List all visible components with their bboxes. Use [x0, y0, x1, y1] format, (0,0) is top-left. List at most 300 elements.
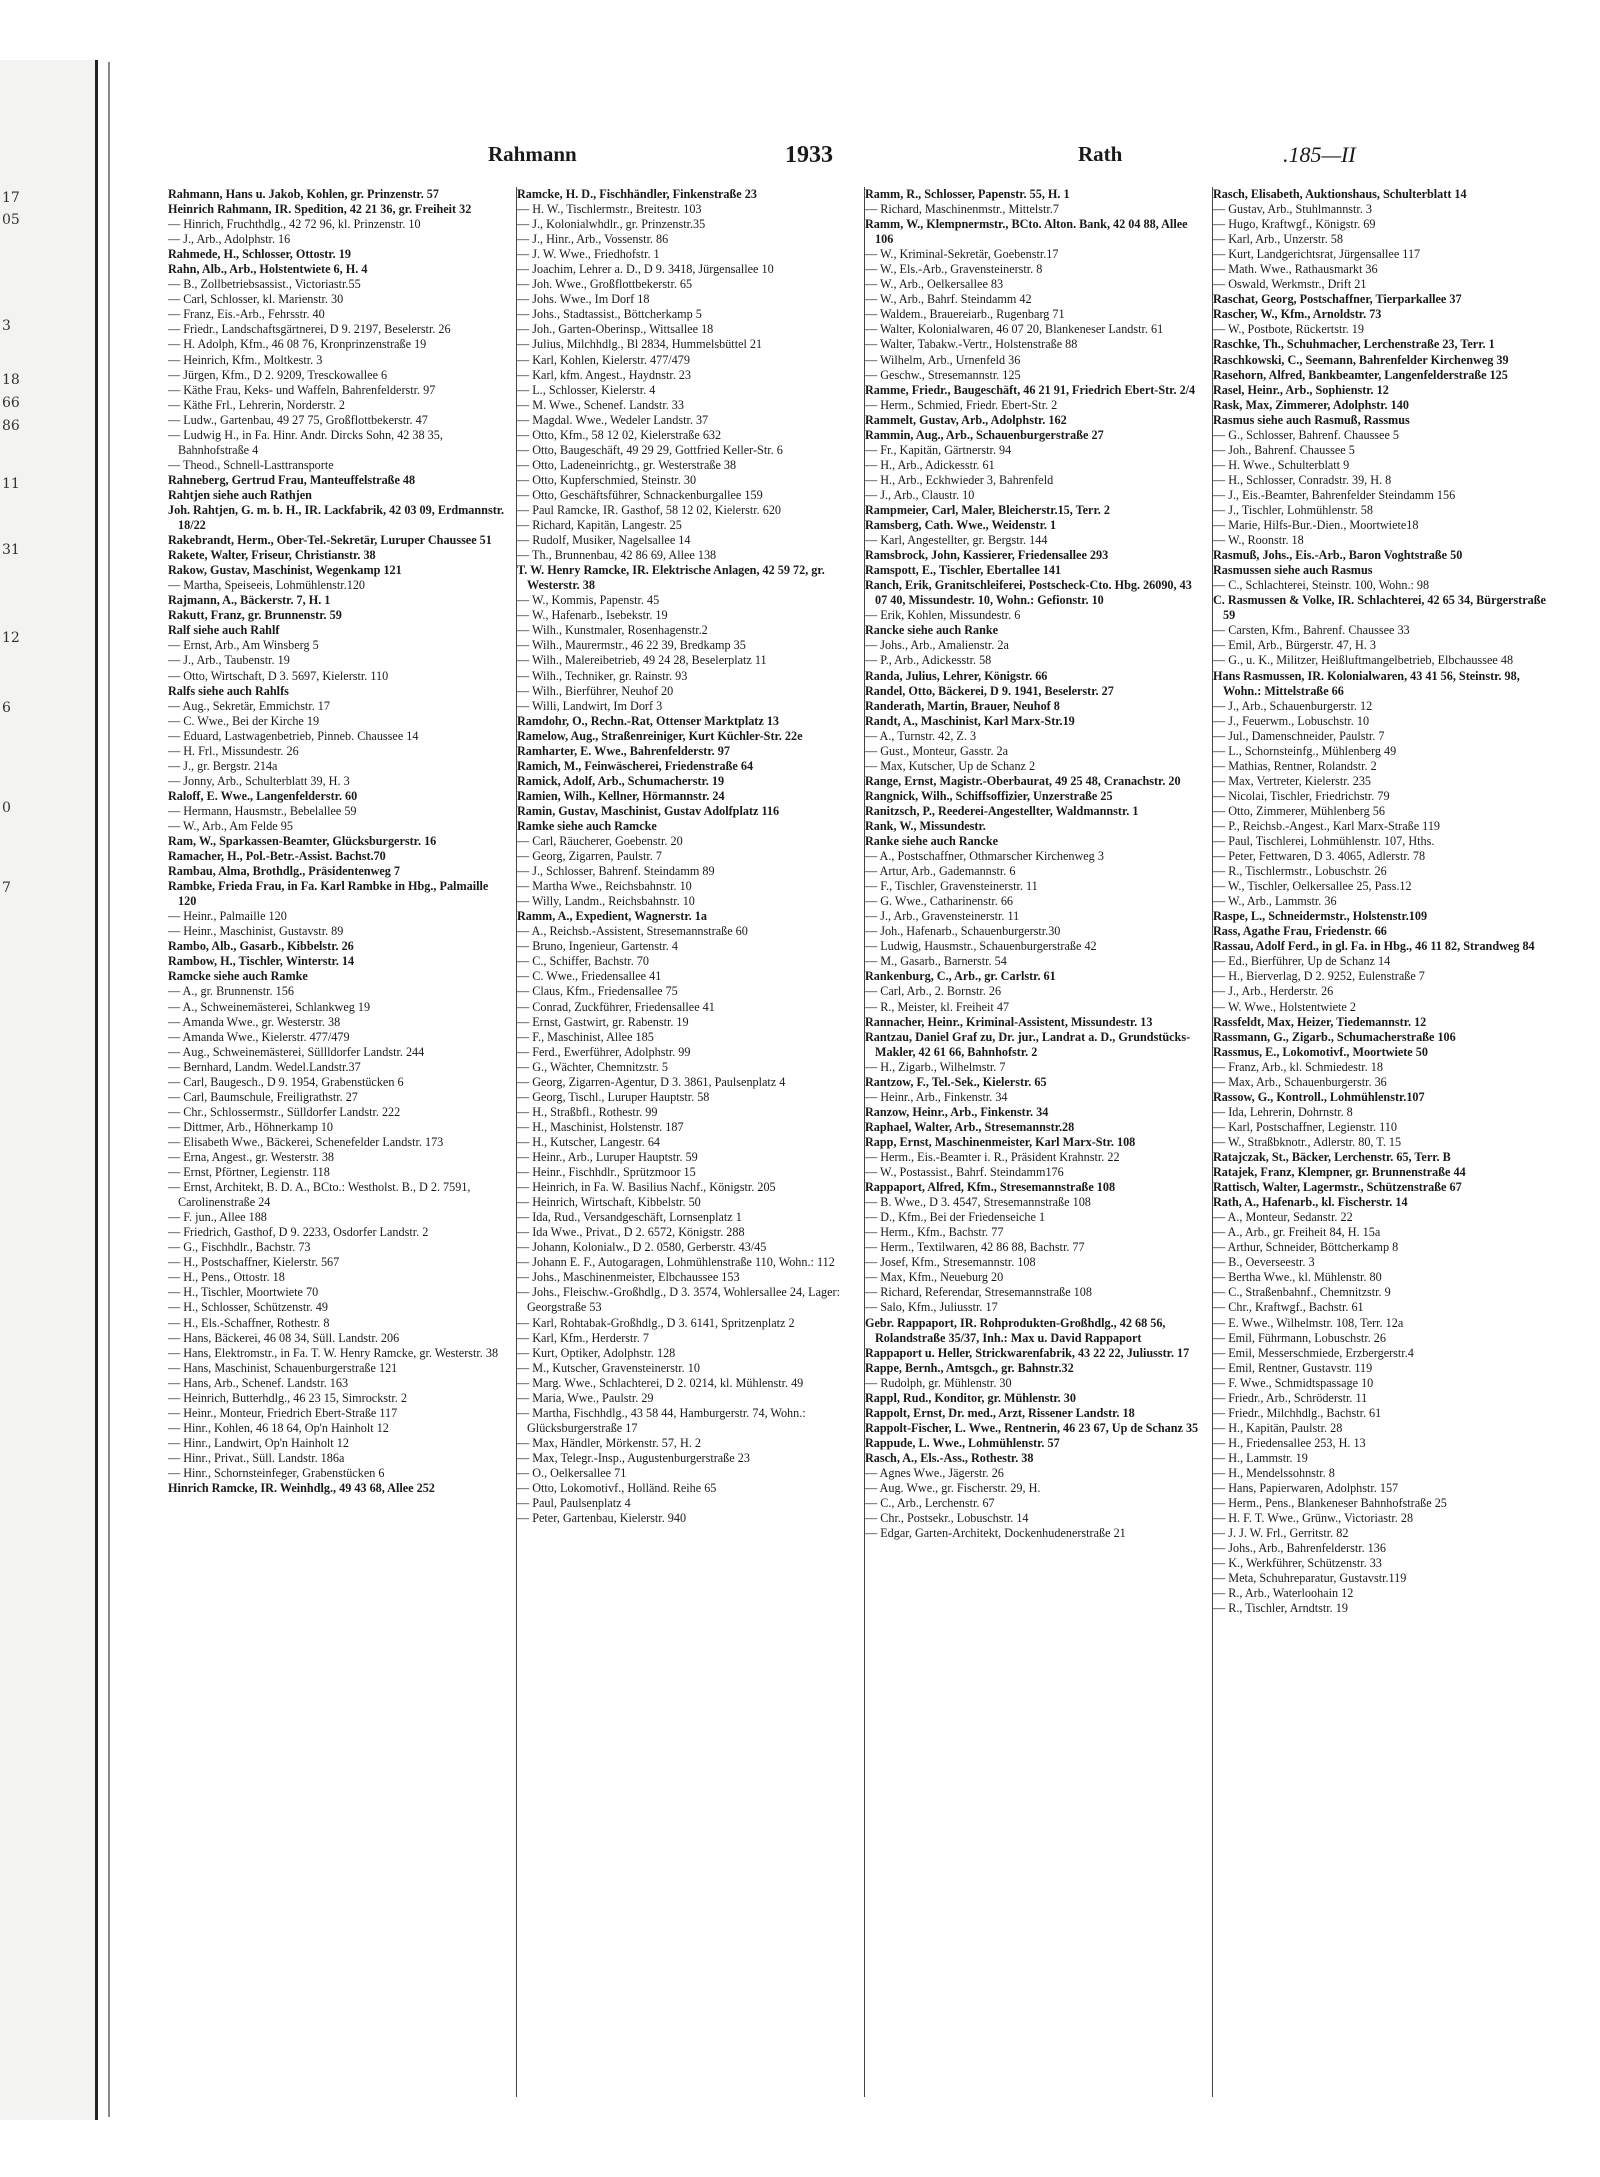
directory-entry: — Ludwig H., in Fa. Hinr. Andr. Dircks Sohn, 42 38 35, Bahnhofstraße 4 [168, 427, 443, 457]
directory-entry: Rambke, Frieda Frau, in Fa. Karl Rambke in Hbg., Palmaille 120 [168, 879, 489, 909]
directory-entry: Rantzau, Daniel Graf zu, Dr. jur., Landrat a. D., Grundstücks-Makler, 42 61 66, Bahnhofstr. 2 [865, 1029, 1191, 1059]
directory-entry: — Karl, Kohlen, Kielerstr. 477/479 [517, 352, 690, 367]
directory-entry: — J., Arb., Adolphstr. 16 [168, 232, 291, 247]
directory-entry: — G., Fischhdlr., Bachstr. 73 [168, 1240, 311, 1255]
directory-entry: Rannacher, Heinr., Kriminal-Assistent, Missundestr. 13 [865, 1014, 1153, 1029]
directory-entry: — R., Arb., Waterloohain 12 [1213, 1586, 1354, 1601]
directory-entry: — J. W. Wwe., Friedhofstr. 1 [517, 247, 660, 262]
directory-entry: — Carl, Schlosser, kl. Marienstr. 30 [168, 292, 344, 307]
directory-entry: — H. Adolph, Kfm., 46 08 76, Kronprinzenstraße 19 [168, 337, 427, 352]
directory-entry: — H., Arb., Eckhwieder 3, Bahrenfeld [865, 472, 1054, 487]
directory-entry: — M., Gasarb., Barnerstr. 54 [865, 954, 1007, 969]
directory-entry: — C. Wwe., Friedensallee 41 [517, 969, 662, 984]
header-first-name: Rahmann [488, 142, 577, 166]
directory-entry: — Richard, Referendar, Stresemannstraße 108 [865, 1285, 1092, 1300]
directory-entry: Rappolt-Fischer, L. Wwe., Rentnerin, 46 23 67, Up de Schanz 35 [865, 1420, 1199, 1435]
directory-entry: — Karl, Postschaffner, Legienstr. 110 [1213, 1119, 1397, 1134]
directory-entry: — W., Arb., Bahrf. Steindamm 42 [865, 292, 1032, 307]
directory-entry: — Kurt, Landgerichtsrat, Jürgensallee 117 [1213, 247, 1421, 262]
directory-entry: Rahtjen siehe auch Rathjen [168, 487, 312, 502]
directory-entry: — W., Straßbknotr., Adlerstr. 80, T. 15 [1213, 1134, 1402, 1149]
directory-entry: Rangnick, Wilh., Schiffsoffizier, Unzerstraße 25 [865, 788, 1113, 803]
directory-entry: — Aug., Sekretär, Emmichstr. 17 [168, 698, 330, 713]
directory-entry: — Friedr., Landschaftsgärtnerei, D 9. 2197, Beselerstr. 26 [168, 322, 451, 337]
directory-entry: Range, Ernst, Magistr.-Oberbaurat, 49 25 48, Cranachstr. 20 [865, 773, 1181, 788]
directory-entry: — G., u. K., Militzer, Heißluftmangelbetrieb, Elbchaussee 48 [1213, 653, 1514, 668]
directory-entry: — Nicolai, Tischler, Friedrichstr. 79 [1213, 788, 1390, 803]
directory-entry: — C., Straßenbahnf., Chemnitzstr. 9 [1213, 1285, 1391, 1300]
directory-entry: Ratajek, Franz, Klempner, gr. Brunnenstraße 44 [1213, 1165, 1466, 1180]
directory-entry: — Johs., Maschinenmeister, Elbchaussee 153 [517, 1270, 740, 1285]
directory-entry: — H., Postschaffner, Kielerstr. 567 [168, 1255, 340, 1270]
directory-entry: — Gustav, Arb., Stuhlmannstr. 3 [1213, 202, 1373, 217]
directory-entry: — J., Arb., Claustr. 10 [865, 487, 975, 502]
directory-entry: — Peter, Fettwaren, D 3. 4065, Adlerstr. 78 [1213, 849, 1426, 864]
directory-entry: — Rudolf, Musiker, Nagelsallee 14 [517, 533, 691, 548]
directory-entry: Raschkowski, C., Seemann, Bahrenfelder Kirchenweg 39 [1213, 352, 1509, 367]
directory-entry: — Magdal. Wwe., Wedeler Landstr. 37 [517, 412, 709, 427]
directory-entry: — Max, Kutscher, Up de Schanz 2 [865, 758, 1036, 773]
directory-entry: — Karl, Rohtabak-Großhdlg., D 3. 6141, Spritzenplatz 2 [517, 1315, 795, 1330]
directory-entry: Randel, Otto, Bäckerei, D 9. 1941, Beselerstr. 27 [865, 683, 1114, 698]
directory-entry: — J., Kolonialwhdlr., gr. Prinzenstr.35 [517, 217, 706, 232]
directory-entry: — Herm., Eis.-Beamter i. R., Präsident Krahnstr. 22 [865, 1150, 1120, 1164]
directory-entry: — H. Wwe., Schulterblatt 9 [1213, 457, 1350, 472]
directory-entry: — Wilh., Maurermstr., 46 22 39, Bredkamp 35 [517, 638, 746, 653]
directory-entry: — Bruno, Ingenieur, Gartenstr. 4 [517, 939, 678, 954]
directory-entry: — Franz, Arb., kl. Schmiedestr. 18 [1213, 1059, 1383, 1074]
directory-entry: Ramick, Adolf, Arb., Schumacherstr. 19 [517, 773, 725, 788]
directory-entry: — Meta, Schuhreparatur, Gustavstr.119 [1213, 1571, 1407, 1586]
directory-entry: Ramme, Friedr., Baugeschäft, 46 21 91, Friedrich Ebert-Str. 2/4 [865, 382, 1196, 397]
directory-entry: Ramm, A., Expedient, Wagnerstr. 1a [517, 909, 707, 924]
directory-entry: — Math. Wwe., Rathausmarkt 36 [1213, 262, 1378, 277]
directory-entry: — Otto, Baugeschäft, 49 29 29, Gottfried Keller-Str. 6 [517, 442, 783, 457]
directory-entry: Ranke siehe auch Rancke [865, 834, 999, 849]
directory-entry: — Hugo, Kraftwgf., Königstr. 69 [1213, 217, 1376, 232]
directory-entry: — Wilh., Kunstmaler, Rosenhagenstr.2 [517, 623, 708, 638]
directory-entry: — Emil, Führmann, Lobuschstr. 26 [1213, 1330, 1386, 1345]
directory-entry: — R., Tischler, Arndtstr. 19 [1213, 1601, 1348, 1616]
directory-entry: Rassmann, G., Zigarb., Schumacherstraße 106 [1213, 1029, 1456, 1044]
directory-entry: Rambau, Alma, Brothdlg., Präsidentenweg 7 [168, 864, 401, 879]
directory-entry: Rask, Max, Zimmerer, Adolphstr. 140 [1213, 397, 1409, 412]
directory-entry: Ram, W., Sparkassen-Beamter, Glücksburgerstr. 16 [168, 834, 437, 849]
directory-entry: — Ludwig, Hausmstr., Schauenburgerstraße 42 [865, 939, 1097, 954]
directory-entry: — B., Oeverseestr. 3 [1213, 1255, 1315, 1270]
directory-entry: — M. Wwe., Schenef. Landstr. 33 [517, 397, 684, 412]
directory-entry: — G. Wwe., Catharinenstr. 66 [865, 894, 1014, 909]
directory-entry: — Ferd., Ewerführer, Adolphstr. 99 [517, 1044, 691, 1059]
directory-entry: — Julius, Milchhdlg., Bl 2834, Hummelsbüttel 21 [517, 337, 763, 352]
directory-entry: — Ernst, Arb., Am Winsberg 5 [168, 638, 319, 653]
directory-entry: — Herm., Schmied, Friedr. Ebert-Str. 2 [865, 397, 1058, 412]
directory-entry: — Agnes Wwe., Jägerstr. 26 [865, 1465, 1004, 1480]
directory-entry: — H. F. T. Wwe., Grünw., Victoriastr. 28 [1213, 1511, 1414, 1526]
directory-entry: — Herm., Textilwaren, 42 86 88, Bachstr. 77 [865, 1240, 1085, 1255]
directory-entry: — Otto, Kfm., 58 12 02, Kielerstraße 632 [517, 427, 722, 442]
directory-entry: — Ludw., Gartenbau, 49 27 75, Großflottbekerstr. 47 [168, 412, 428, 427]
directory-entry: Hans Rasmussen, IR. Kolonialwaren, 43 41 56, Steinstr. 98, Wohn.: Mittelstraße 66 [1213, 668, 1520, 698]
directory-entry: — Chr., Postsekr., Lobuschstr. 14 [865, 1511, 1029, 1526]
directory-entry: — W., Arb., Lammstr. 36 [1213, 894, 1337, 909]
directory-entry: — Fr., Kapitän, Gärtnerstr. 94 [865, 442, 1012, 457]
directory-entry: — Hinr., Schornsteinfeger, Grabenstücken 6 [168, 1465, 385, 1480]
directory-entry: T. W. Henry Ramcke, IR. Elektrische Anlagen, 42 59 72, gr. Westerstr. 38 [517, 563, 825, 593]
directory-entry: Ramsberg, Cath. Wwe., Weidenstr. 1 [865, 518, 1057, 533]
header-page-number: .185—II [1283, 142, 1356, 167]
directory-entry: — A., Postschaffner, Othmarscher Kirchenweg 3 [865, 849, 1104, 864]
directory-entry: — Martha, Speiseeis, Lohmühlenstr.120 [168, 578, 366, 593]
directory-entry: — W., Postbote, Rückertstr. 19 [1213, 322, 1364, 337]
directory-entry: Rattisch, Walter, Lagermstr., Schützenstraße 67 [1213, 1180, 1462, 1195]
margin-fragment: 86 [2, 418, 20, 434]
directory-entry: — Carl, Baumschule, Freiligrathstr. 27 [168, 1089, 358, 1104]
directory-entry: — Hermann, Hausmstr., Bebelallee 59 [168, 803, 357, 818]
directory-entry: Rambo, Alb., Gasarb., Kibbelstr. 26 [168, 939, 354, 954]
directory-entry: — Hinr., Privat., Süll. Landstr. 186a [168, 1450, 345, 1465]
directory-entry: Rasehorn, Alfred, Bankbeamter, Langenfelderstraße 125 [1213, 367, 1508, 382]
directory-entry: — F. jun., Allee 188 [168, 1210, 267, 1225]
directory-entry: — Otto, Wirtschaft, D 3. 5697, Kielerstr. 110 [168, 668, 389, 683]
directory-entry: — E. Wwe., Wilhelmstr. 108, Terr. 12a [1213, 1315, 1404, 1330]
directory-columns [168, 187, 1560, 2097]
directory-entry: Rappl, Rud., Konditor, gr. Mühlenstr. 30 [865, 1390, 1076, 1405]
directory-entry: — H., Zigarb., Wilhelmstr. 7 [865, 1059, 1006, 1074]
margin-fragment: 66 [2, 395, 20, 411]
directory-entry: — H., Arb., Adickesstr. 61 [865, 457, 995, 472]
directory-entry: — Josef, Kfm., Stresemannstr. 108 [865, 1255, 1036, 1270]
directory-entry: — Bernhard, Landm. Wedel.Landstr.37 [168, 1059, 361, 1074]
directory-entry: Rahmann, Hans u. Jakob, Kohlen, gr. Prinzenstr. 57 [168, 187, 439, 201]
directory-entry: — M., Kutscher, Gravensteinerstr. 10 [517, 1360, 700, 1375]
column-3 [864, 187, 1205, 2097]
directory-entry: — A., Turnstr. 42, Z. 3 [865, 728, 977, 743]
directory-entry: — Hans, Maschinist, Schauenburgerstraße 121 [168, 1360, 398, 1375]
directory-entry: — Walter, Tabakw.-Vertr., Holstenstraße 88 [865, 337, 1078, 352]
directory-entry: Ranzow, Heinr., Arb., Finkenstr. 34 [865, 1104, 1049, 1119]
directory-entry: — Heinrich, in Fa. W. Basilius Nachf., Königstr. 205 [517, 1180, 776, 1195]
directory-entry: Rancke siehe auch Ranke [865, 623, 999, 638]
directory-entry: — H., Friedensallee 253, H. 13 [1213, 1435, 1366, 1450]
margin-fragment: 0 [2, 800, 11, 816]
directory-entry: — Aug., Schweinemästerei, Süllldorfer Landstr. 244 [168, 1044, 425, 1059]
directory-entry: Rassmus, E., Lokomotivf., Moortwiete 50 [1213, 1044, 1428, 1059]
directory-entry: Rahmede, H., Schlosser, Ottostr. 19 [168, 247, 351, 262]
directory-entry: Rahneberg, Gertrud Frau, Manteuffelstraße 48 [168, 472, 416, 487]
directory-entry: Raspe, L., Schneidermstr., Holstenstr.109 [1213, 909, 1428, 924]
directory-entry: Ramien, Wilh., Kellner, Hörmannstr. 24 [517, 788, 725, 803]
directory-entry: Rass, Agathe Frau, Friedenstr. 66 [1213, 924, 1387, 939]
directory-entry: — Georg, Tischl., Luruper Hauptstr. 58 [517, 1089, 710, 1104]
directory-entry: — Max, Telegr.-Insp., Augustenburgerstraße 23 [517, 1450, 750, 1465]
directory-entry: Rajmann, A., Bäckerstr. 7, H. 1 [168, 593, 331, 608]
directory-entry: Rakebrandt, Herm., Ober-Tel.-Sekretär, Luruper Chaussee 51 [168, 533, 492, 548]
directory-entry: — Elisabeth Wwe., Bäckerei, Schenefelder Landstr. 173 [168, 1134, 444, 1149]
directory-entry: — F., Maschinist, Allee 185 [517, 1029, 654, 1044]
directory-entry: — Emil, Rentner, Gustavstr. 119 [1213, 1360, 1373, 1375]
directory-entry: — H., Kutscher, Langestr. 64 [517, 1134, 661, 1149]
directory-entry: Randa, Julius, Lehrer, Königstr. 66 [865, 668, 1048, 683]
directory-entry: — J., Arb., Taubenstr. 19 [168, 653, 290, 668]
directory-entry: — Johs., Fleischw.-Großhdlg., D 3. 3574, Wohlersallee 24, Lager: Georgstraße 53 [517, 1285, 840, 1315]
directory-entry: — W., Els.-Arb., Gravensteinerstr. 8 [865, 262, 1043, 277]
directory-entry: — J., Arb., Herderstr. 26 [1213, 984, 1334, 999]
directory-entry: — Wilh., Bierführer, Neuhof 20 [517, 683, 674, 698]
directory-entry: — Ida, Rud., Versandgeschäft, Lornsenplatz 1 [517, 1210, 742, 1225]
directory-entry: Rappolt, Ernst, Dr. med., Arzt, Rissener Landstr. 18 [865, 1405, 1135, 1420]
directory-entry: — H., Mendelssohnstr. 8 [1213, 1465, 1335, 1480]
directory-entry: — Bertha Wwe., kl. Mühlenstr. 80 [1213, 1270, 1382, 1285]
directory-entry: — R., Meister, kl. Freiheit 47 [865, 999, 1010, 1014]
directory-entry: — Paul, Tischlerei, Lohmühlenstr. 107, Hths. [1213, 834, 1435, 849]
directory-entry: — Hans, Papierwaren, Adolphstr. 157 [1213, 1481, 1399, 1496]
directory-entry: — Johs., Arb., Bahrenfelderstr. 136 [1213, 1541, 1386, 1556]
directory-entry: Gebr. Rappaport, IR. Rohprodukten-Großhdlg., 42 68 56, Rolandstraße 35/37, Inh.: Max u. David Rappaport [865, 1315, 1166, 1345]
directory-entry: — Joh. Wwe., Großflottbekerstr. 65 [517, 277, 693, 292]
directory-entry: — Joachim, Lehrer a. D., D 9. 3418, Jürgensallee 10 [517, 262, 774, 277]
directory-entry: — Johann, Kolonialw., D 2. 0580, Gerberstr. 43/45 [517, 1240, 767, 1255]
directory-entry: — Johs., Stadtassist., Böttcherkamp 5 [517, 307, 702, 322]
directory-entry: Rankenburg, C., Arb., gr. Carlstr. 61 [865, 969, 1056, 984]
directory-entry: — G., Schlosser, Bahrenf. Chaussee 5 [1213, 427, 1400, 442]
directory-entry: — J., Hinr., Arb., Vossenstr. 86 [517, 232, 669, 247]
directory-entry: — Johs., Arb., Amalienstr. 2a [865, 638, 1009, 653]
directory-entry: — P., Reichsb.-Angest., Karl Marx-Straße 119 [1213, 818, 1441, 833]
directory-entry: Ratajczak, St., Bäcker, Lerchenstr. 65, Terr. B [1213, 1150, 1451, 1164]
directory-entry: — Ernst, Architekt, B. D. A., BCto.: Westholst. B., D 2. 7591, Carolinenstraße 24 [168, 1180, 471, 1210]
directory-entry: — C., Schlachterei, Steinstr. 100, Wohn.: 98 [1213, 578, 1430, 593]
directory-entry: — Willi, Landwirt, Im Dorf 3 [517, 698, 663, 713]
directory-entry: — Heinr., Arb., Finkenstr. 34 [865, 1089, 1008, 1104]
directory-entry: Rammelt, Gustav, Arb., Adolphstr. 162 [865, 412, 1067, 427]
directory-entry: — Paul Ramcke, IR. Gasthof, 58 12 02, Kielerstr. 620 [517, 502, 782, 517]
directory-entry: — Friedrich, Gasthof, D 9. 2233, Osdorfer Landstr. 2 [168, 1225, 429, 1240]
directory-entry: — Carl, Arb., 2. Bornstr. 26 [865, 984, 1002, 999]
directory-entry: — Karl, Arb., Unzerstr. 58 [1213, 232, 1343, 247]
directory-entry: — Georg, Zigarren, Paulstr. 7 [517, 849, 662, 864]
margin-fragment: 7 [2, 880, 11, 896]
directory-entry: — Ida, Lehrerin, Dohrnstr. 8 [1213, 1104, 1353, 1119]
directory-entry: — J. J. W. Frl., Gerritstr. 82 [1213, 1526, 1349, 1541]
directory-entry: Raloff, E. Wwe., Langenfelderstr. 60 [168, 788, 358, 803]
directory-entry: — Erna, Angest., gr. Westerstr. 38 [168, 1150, 335, 1164]
directory-entry: Ramcke, H. D., Fischhändler, Finkenstraße 23 [517, 187, 757, 201]
directory-entry: — H. Frl., Missundestr. 26 [168, 743, 299, 758]
margin-fragment: 18 [2, 372, 20, 388]
directory-entry: — Max, Vertreter, Kielerstr. 235 [1213, 773, 1372, 788]
directory-entry: — W., Kommis, Papenstr. 45 [517, 593, 660, 608]
directory-entry: — Mathias, Rentner, Rolandstr. 2 [1213, 758, 1377, 773]
directory-entry: Raphael, Walter, Arb., Stresemannstr.28 [865, 1119, 1075, 1134]
directory-entry: — Hinr., Kohlen, 46 18 64, Op'n Hainholt 12 [168, 1420, 389, 1435]
directory-entry: — Ed., Bierführer, Up de Schanz 14 [1213, 954, 1391, 969]
directory-entry: Rasmussen siehe auch Rasmus [1213, 563, 1373, 578]
adjacent-page-margin [0, 60, 98, 2120]
directory-entry: — C., Schiffer, Bachstr. 70 [517, 954, 649, 969]
directory-entry: Rassfeldt, Max, Heizer, Tiedemannstr. 12 [1213, 1014, 1427, 1029]
directory-entry: — H. W., Tischlermstr., Breitestr. 103 [517, 202, 702, 217]
directory-entry: — Jürgen, Kfm., D 2. 9209, Tresckowallee 6 [168, 367, 388, 382]
directory-entry: Ramm, R., Schlosser, Papenstr. 55, H. 1 [865, 187, 1070, 201]
directory-entry: — Oswald, Werkmstr., Drift 21 [1213, 277, 1367, 292]
directory-entry: Rascher, W., Kfm., Arnoldstr. 73 [1213, 307, 1382, 322]
directory-entry: — Marie, Hilfs-Bur.-Dien., Moortwiete18 [1213, 518, 1419, 533]
directory-entry: — Wilhelm, Arb., Urnenfeld 36 [865, 352, 1021, 367]
directory-entry: — W., Arb., Am Felde 95 [168, 818, 293, 833]
directory-entry: — Marg. Wwe., Schlachterei, D 2. 0214, kl. Mühlenstr. 49 [517, 1375, 804, 1390]
directory-entry: — Artur, Arb., Gademannstr. 6 [865, 864, 1016, 879]
directory-entry: — K., Werkführer, Schützenstr. 33 [1213, 1556, 1382, 1571]
directory-entry: — H., Kapitän, Paulstr. 28 [1213, 1420, 1343, 1435]
directory-entry: — Carl, Baugesch., D 9. 1954, Grabenstücken 6 [168, 1074, 404, 1089]
directory-entry: Rasel, Heinr., Arb., Sophienstr. 12 [1213, 382, 1389, 397]
directory-entry: Rank, W., Missundestr. [865, 818, 986, 833]
directory-entry: — Heinr., Palmaille 120 [168, 909, 287, 924]
directory-entry: — Karl, Angestellter, gr. Bergstr. 144 [865, 533, 1048, 548]
directory-entry: — Kurt, Optiker, Adolphstr. 128 [517, 1345, 676, 1360]
directory-entry: Ramich, M., Feinwäscherei, Friedenstraße 64 [517, 758, 754, 773]
directory-entry: — Heinrich, Wirtschaft, Kibbelstr. 50 [517, 1195, 701, 1210]
directory-entry: — Claus, Kfm., Friedensallee 75 [517, 984, 678, 999]
directory-entry: — Carsten, Kfm., Bahrenf. Chaussee 33 [1213, 623, 1410, 638]
margin-fragment: 05 [2, 212, 20, 228]
directory-entry: Rakutt, Franz, gr. Brunnenstr. 59 [168, 608, 342, 623]
directory-entry: — Herm., Kfm., Bachstr. 77 [865, 1225, 1004, 1240]
directory-entry: — Friedr., Arb., Schröderstr. 11 [1213, 1390, 1368, 1405]
directory-entry: Ramacher, H., Pol.-Betr.-Assist. Bachst.70 [168, 849, 386, 864]
directory-entry: — Conrad, Zuckführer, Friedensallee 41 [517, 999, 715, 1014]
directory-entry: — C. Wwe., Bei der Kirche 19 [168, 713, 320, 728]
directory-entry: — Heinrich, Kfm., Moltkestr. 3 [168, 352, 323, 367]
directory-entry: — Amanda Wwe., Kielerstr. 477/479 [168, 1029, 350, 1044]
directory-entry: — Geschw., Stresemannstr. 125 [865, 367, 1021, 382]
directory-entry: — Theod., Schnell-Lasttransporte [168, 457, 334, 472]
directory-entry: Raschat, Georg, Postschaffner, Tierparkallee 37 [1213, 292, 1462, 307]
header-year: 1933 [785, 142, 833, 168]
directory-entry: — H., Bierverlag, D 2. 9252, Eulenstraße 7 [1213, 969, 1425, 984]
directory-entry: — A., Monteur, Sedanstr. 22 [1213, 1210, 1353, 1225]
directory-entry: — Heinr., Monteur, Friedrich Ebert-Straße 117 [168, 1405, 398, 1420]
directory-entry: — Edgar, Garten-Architekt, Dockenhudenerstraße 21 [865, 1526, 1126, 1541]
directory-entry: — B., Zollbetriebsassist., Victoriastr.55 [168, 277, 361, 292]
directory-entry: — G., Wächter, Chemnitzstr. 5 [517, 1059, 668, 1074]
directory-entry: — J., Eis.-Beamter, Bahrenfelder Steindamm 156 [1213, 487, 1456, 502]
directory-entry: — R., Tischlermstr., Lobuschstr. 26 [1213, 864, 1387, 879]
directory-entry: Rappaport u. Heller, Strickwarenfabrik, 43 22 22, Juliusstr. 17 [865, 1345, 1190, 1360]
directory-entry: — Emil, Messerschmiede, Erzbergerstr.4 [1213, 1345, 1414, 1360]
directory-entry: Rassau, Adolf Ferd., in gl. Fa. in Hbg., 46 11 82, Strandweg 84 [1213, 939, 1535, 954]
margin-fragment: 6 [2, 700, 11, 716]
directory-entry: — Ernst, Pförtner, Legienstr. 118 [168, 1165, 330, 1180]
directory-entry: — Friedr., Milchhdlg., Bachstr. 61 [1213, 1405, 1382, 1420]
directory-entry: Heinrich Rahmann, IR. Spedition, 42 21 36, gr. Freiheit 32 [168, 202, 472, 217]
directory-entry: — Franz, Eis.-Arb., Fehrsstr. 40 [168, 307, 325, 322]
margin-fragment: 3 [2, 318, 11, 334]
directory-entry: — W., Roonstr. 18 [1213, 533, 1304, 548]
directory-entry: — Hans, Bäckerei, 46 08 34, Süll. Landstr. 206 [168, 1330, 400, 1345]
directory-entry: — Hans, Arb., Schenef. Landstr. 163 [168, 1375, 349, 1390]
directory-entry: — Ida Wwe., Privat., D 2. 6572, Königstr. 288 [517, 1225, 745, 1240]
directory-entry: — Amanda Wwe., gr. Westerstr. 38 [168, 1014, 341, 1029]
directory-entry: — Karl, Kfm., Herderstr. 7 [517, 1330, 649, 1345]
directory-entry: — Paul, Paulsenplatz 4 [517, 1496, 631, 1511]
directory-entry: — Arthur, Schneider, Böttcherkamp 8 [1213, 1240, 1399, 1255]
directory-entry: Rahn, Alb., Arb., Holstentwiete 6, H. 4 [168, 262, 368, 277]
directory-entry: — H., Tischler, Moortwiete 70 [168, 1285, 319, 1300]
directory-entry: — J., Arb., Schauenburgerstr. 12 [1213, 698, 1373, 713]
directory-entry: Ramcke siehe auch Ramke [168, 969, 308, 984]
directory-entry: Rasmuß, Johs., Eis.-Arb., Baron Voghtstraße 50 [1213, 548, 1463, 563]
directory-entry: Raschke, Th., Schuhmacher, Lerchenstraße 23, Terr. 1 [1213, 337, 1495, 352]
directory-entry: Rantzow, F., Tel.-Sek., Kielerstr. 65 [865, 1074, 1047, 1089]
directory-entry: — Herm., Pens., Blankeneser Bahnhofstraße 25 [1213, 1496, 1447, 1511]
directory-entry: — Max, Arb., Schauenburgerstr. 36 [1213, 1074, 1387, 1089]
directory-entry: — Otto, Ladeneinrichtg., gr. Westerstraße 38 [517, 457, 737, 472]
directory-entry: Rappaport, Alfred, Kfm., Stresemannstraße 108 [865, 1180, 1116, 1195]
directory-entry: Randerath, Martin, Brauer, Neuhof 8 [865, 698, 1060, 713]
directory-entry: Rambow, H., Tischler, Winterstr. 14 [168, 954, 355, 969]
directory-entry: — F. Wwe., Schmidtspassage 10 [1213, 1375, 1374, 1390]
directory-entry: — H., Schlosser, Schützenstr. 49 [168, 1300, 328, 1315]
directory-entry: — Hans, Elektromstr., in Fa. T. W. Henry Ramcke, gr. Westerstr. 38 [168, 1345, 499, 1360]
directory-entry: Ramsbrock, John, Kassierer, Friedensallee 293 [865, 548, 1109, 563]
directory-entry: — Joh., Bahrenf. Chaussee 5 [1213, 442, 1355, 457]
directory-entry: Rasmus siehe auch Rasmuß, Rassmus [1213, 412, 1410, 427]
directory-entry: — H., Pens., Ottostr. 18 [168, 1270, 285, 1285]
directory-entry: Ramin, Gustav, Maschinist, Gustav Adolfplatz 116 [517, 803, 780, 818]
directory-entry: Rapp, Ernst, Maschinenmeister, Karl Marx-Str. 108 [865, 1134, 1136, 1149]
directory-entry: Ramelow, Aug., Straßenreiniger, Kurt Küchler-Str. 22e [517, 728, 803, 743]
directory-entry: — A., Arb., gr. Freiheit 84, H. 15a [1213, 1225, 1381, 1240]
directory-entry: Rassow, G., Kontroll., Lohmühlenstr.107 [1213, 1089, 1425, 1104]
directory-entry: — Otto, Kupferschmied, Steinstr. 30 [517, 472, 697, 487]
directory-entry: — Chr., Kraftwgf., Bachstr. 61 [1213, 1300, 1364, 1315]
margin-fragment: 11 [2, 476, 20, 492]
directory-entry: — Otto, Lokomotivf., Holländ. Reihe 65 [517, 1481, 717, 1496]
directory-entry: — Hinr., Landwirt, Op'n Hainholt 12 [168, 1435, 349, 1450]
directory-entry: — Heinrich, Butterhdlg., 46 23 15, Simrockstr. 2 [168, 1390, 407, 1405]
directory-entry: Ralfs siehe auch Rahlfs [168, 683, 289, 698]
directory-entry: — Käthe Frau, Keks- und Waffeln, Bahrenfelderstr. 97 [168, 382, 436, 397]
directory-entry: — Jonny, Arb., Schulterblatt 39, H. 3 [168, 773, 350, 788]
directory-entry: — P., Arb., Adickesstr. 58 [865, 653, 992, 668]
directory-entry: — Carl, Räucherer, Goebenstr. 20 [517, 834, 683, 849]
directory-entry: — Eduard, Lastwagenbetrieb, Pinneb. Chaussee 14 [168, 728, 419, 743]
directory-entry: — Otto, Zimmerer, Mühlenberg 56 [1213, 803, 1385, 818]
directory-entry: — A., Reichsb.-Assistent, Stresemannstraße 60 [517, 924, 748, 939]
directory-entry: — Wilh., Malereibetrieb, 49 24 28, Beselerplatz 11 [517, 653, 767, 668]
directory-entry: — Georg, Zigarren-Agentur, D 3. 3861, Paulsenplatz 4 [517, 1074, 786, 1089]
directory-entry: — Johann E. F., Autogaragen, Lohmühlenstraße 110, Wohn.: 112 [517, 1255, 835, 1270]
directory-entry: — Karl, kfm. Angest., Haydnstr. 23 [517, 367, 691, 382]
directory-entry: — Max, Händler, Mörkenstr. 57, H. 2 [517, 1435, 701, 1450]
directory-entry: — Willy, Landm., Reichsbahnstr. 10 [517, 894, 695, 909]
directory-entry: — A., Schweinemästerei, Schlankweg 19 [168, 999, 371, 1014]
directory-entry: Ramdohr, O., Rechn.-Rat, Ottenser Marktplatz 13 [517, 713, 780, 728]
directory-entry: — W., Tischler, Oelkersallee 25, Pass.12 [1213, 879, 1412, 894]
column-4 [1212, 187, 1553, 2097]
directory-page [108, 62, 1565, 2117]
directory-entry: — W., Arb., Oelkersallee 83 [865, 277, 1004, 292]
directory-entry: — J., Arb., Gravensteinerstr. 11 [865, 909, 1020, 924]
column-2 [516, 187, 857, 2097]
directory-entry: Ranch, Erik, Granitschleiferei, Postscheck-Cto. Hbg. 26090, 43 07 40, Missundestr. 10, Wohn.: Gefionstr. 10 [865, 578, 1192, 608]
directory-entry: — A., gr. Brunnenstr. 156 [168, 984, 294, 999]
directory-entry: — Salo, Kfm., Juliusstr. 17 [865, 1300, 998, 1315]
directory-entry: — Heinr., Maschinist, Gustavstr. 89 [168, 924, 344, 939]
directory-entry: — B. Wwe., D 3. 4547, Stresemannstraße 108 [865, 1195, 1091, 1210]
